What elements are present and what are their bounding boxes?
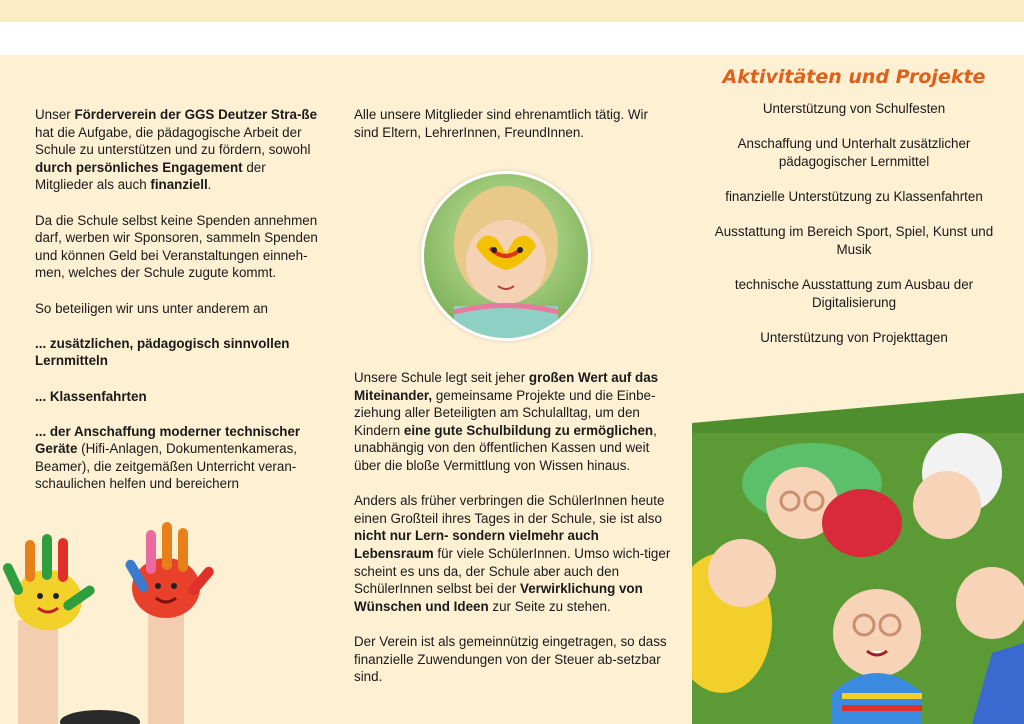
- living-space-paragraph: Anders als früher verbringen die SchülerInnen heute einen Großteil ihres Tages in der Schule, sie ist also nicht nur Lern- sondern vielmehr auch Lebensraum für viele SchülerInnen. Umso wich-tiger scheint es uns da, der Schule aber auch den SchülerInnen selbst bei der Verwirklichung von Wünschen und Ideen zur Seite zu stehen.: [354, 493, 671, 614]
- activity-item: Unterstützung von Schulfesten: [762, 101, 946, 116]
- middle-main-text: [354, 369, 676, 703]
- members-paragraph: Alle unsere Mitglieder sind ehrenamtlich tätig. Wir sind Eltern, LehrerInnen, FreundInnen.: [354, 107, 648, 140]
- participation-paragraph: So beteiligen wir uns unter anderem an: [35, 300, 268, 316]
- middle-intro: [354, 106, 676, 159]
- donations-paragraph: Da die Schule selbst keine Spenden annehmen darf, werben wir Sponsoren, sammeln Spenden und können Geld bei Veranstaltungen einneh-men, welches der Schule zugute kommt.: [35, 212, 318, 281]
- child-photo-illustration: [424, 174, 588, 338]
- item-technical-devices: ... der Anschaffung moderner technischer Geräte (Hifi-Anlagen, Dokumentenkameras, Beamer), die zeitgemäßen Unterricht veran-schaulichen helfen und bereichern: [35, 423, 301, 492]
- tax-paragraph: Der Verein ist als gemeinnützig eingetragen, so dass finanzielle Zuwendungen von der Steuer ab-setzbar sind.: [354, 633, 667, 685]
- left-column: [35, 106, 327, 511]
- top-band: [0, 0, 1024, 22]
- right-column: [708, 66, 1000, 364]
- activity-item: finanzielle Unterstützung zu Klassenfahrten: [725, 188, 983, 204]
- activity-item: Ausstattung im Bereich Sport, Spiel, Kunst und Musik: [714, 224, 994, 257]
- kids-circle-photo: [692, 393, 1024, 724]
- activity-item: technische Ausstattung zum Ausbau der Digitalisierung: [734, 276, 974, 310]
- painted-hands-illustration: [0, 500, 260, 724]
- community-paragraph: Unsere Schule legt seit jeher großen Wert auf das Miteinander, gemeinsame Projekte und die Einbe-ziehung aller Beteiligten am Schulalltag, um den Kindern eine gute Schulbildung zu ermöglichen, unabhängig von den öffentlichen Kassen und weit über die bloße Vermittlung von Wissen hinaus.: [354, 370, 659, 473]
- item-class-trips: ... Klassenfahrten: [35, 388, 147, 404]
- activity-item: Anschaffung und Unterhalt zusätzlicher pädagogischer Lernmittel: [737, 136, 971, 169]
- child-heart-hands-photo: [421, 171, 591, 341]
- activities-heading: Aktivitäten und Projekte: [722, 66, 986, 88]
- kids-illustration: [692, 393, 1024, 724]
- header-strip: [0, 22, 1024, 55]
- painted-hands-photo: [0, 500, 260, 724]
- intro-paragraph: Unser Förderverein der GGS Deutzer Stra-ße hat die Aufgabe, die pädagogische Arbeit der Schule zu unterstützen und zu fördern, sowohl durch persönliches Engagement der Mitglieder als auch finanziell.: [35, 107, 318, 193]
- activity-item: Unterstützung von Projekttagen: [760, 329, 948, 345]
- item-learning-materials: ... zusätzlichen, pädagogisch sinnvollen Lernmitteln: [35, 335, 290, 369]
